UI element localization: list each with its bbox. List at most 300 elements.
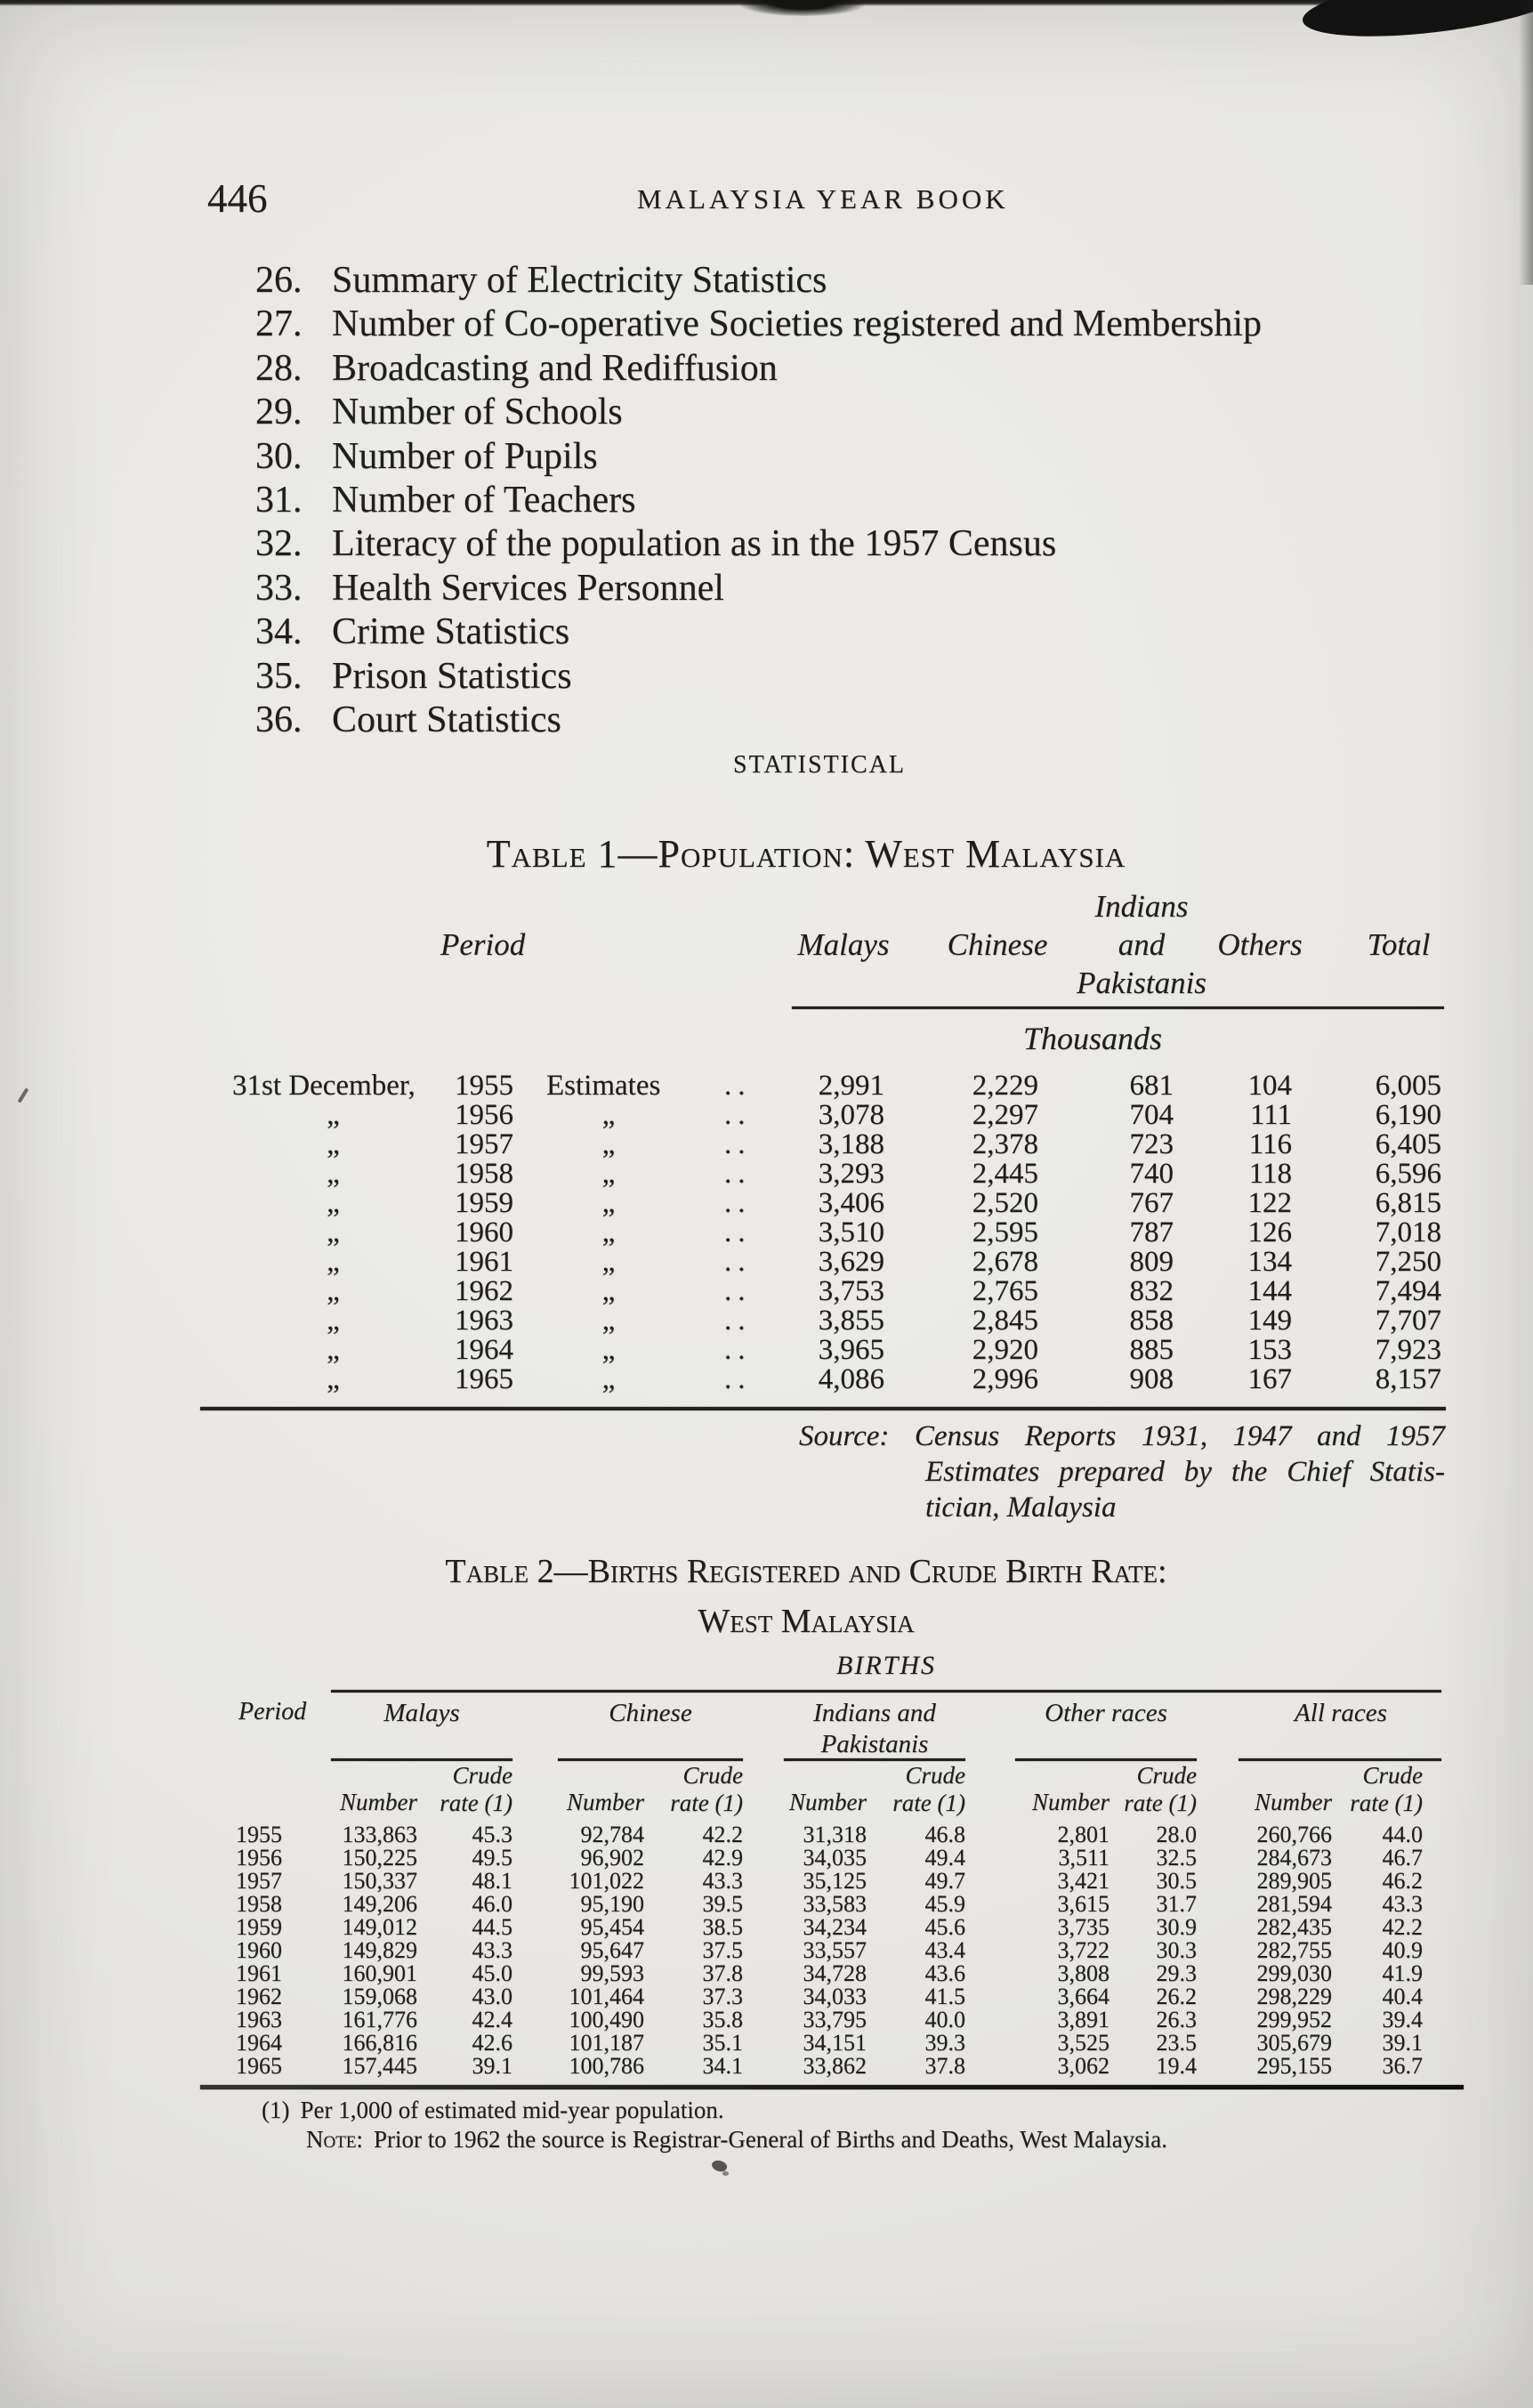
table2-row xyxy=(227,2055,1428,2078)
table1-cell-leader-dots: .. xyxy=(724,1158,752,1190)
table2-row xyxy=(227,1870,1428,1893)
table1-cell-indians: 740 xyxy=(1129,1158,1174,1190)
table1-row xyxy=(232,1129,1451,1159)
table2-group-rule xyxy=(1015,1758,1197,1761)
table2-cell-other-rate: 32.5 xyxy=(1156,1845,1197,1871)
list-item-label: Number of Pupils xyxy=(332,435,598,477)
table1-cell-total: 7,250 xyxy=(1375,1246,1441,1278)
table2-cell-indians-rate: 43.4 xyxy=(924,1937,965,1963)
table2-cell-malays-rate: 44.5 xyxy=(472,1914,512,1940)
table2-cell-chinese-rate: 38.5 xyxy=(702,1914,743,1940)
table2-cell-other-rate: 31.7 xyxy=(1156,1891,1197,1917)
table2-row xyxy=(227,2032,1428,2055)
table1-cell-leader-dots: .. xyxy=(724,1099,752,1131)
table1-cell-total: 6,190 xyxy=(1375,1099,1441,1131)
table1-cell-others: 126 xyxy=(1247,1216,1292,1248)
table1-body xyxy=(232,1071,1451,1394)
table2-cell-malays-rate: 43.3 xyxy=(472,1937,512,1963)
table2-cell-chinese-number: 100,786 xyxy=(569,2053,644,2079)
table2-cell-year: 1965 xyxy=(236,2053,282,2079)
table2-cell-all-number: 289,905 xyxy=(1256,1868,1332,1894)
list-item-number: 31. xyxy=(255,479,303,521)
table1-cell-total: 6,005 xyxy=(1375,1070,1441,1102)
table2-cell-indians-rate: 43.6 xyxy=(924,1960,965,1986)
table2-title-line2: West Malaysia xyxy=(698,1603,915,1640)
table1-cell-malays: 3,188 xyxy=(818,1128,884,1160)
table2-cell-malays-number: 160,901 xyxy=(342,1960,417,1986)
table2-cell-year: 1964 xyxy=(236,2030,282,2056)
table2-cell-all-number: 299,952 xyxy=(1256,2007,1332,2032)
table1-cell-malays: 2,991 xyxy=(818,1070,884,1102)
table1-header-indians-line2: and xyxy=(1117,927,1166,962)
section-heading: STATISTICAL xyxy=(733,751,906,779)
table2-row xyxy=(227,2008,1428,2032)
list-item-number: 35. xyxy=(255,655,303,697)
table1-cell-leader-dots: .. xyxy=(724,1246,752,1278)
table2-cell-chinese-number: 101,464 xyxy=(569,1984,644,2009)
table2-title xyxy=(317,1547,1295,1646)
contents-list-item xyxy=(255,391,1368,434)
table1-header-period: Period xyxy=(440,927,526,962)
contents-list-item xyxy=(255,259,1368,303)
table2-cell-chinese-number: 95,190 xyxy=(580,1891,644,1917)
table2-cell-other-number: 3,062 xyxy=(1057,2053,1109,2079)
list-item-label: Number of Schools xyxy=(332,392,623,433)
table2-subheader-number: Number xyxy=(567,1789,644,1815)
table2-footnote xyxy=(262,2097,724,2124)
table1-cell-year: 1960 xyxy=(455,1216,513,1248)
table2-cell-malays-rate: 48.1 xyxy=(472,1868,512,1894)
table1-cell-malays: 3,753 xyxy=(818,1275,884,1307)
contents-list-item xyxy=(255,610,1368,654)
table2-group-rule xyxy=(558,1758,743,1761)
table2-cell-chinese-number: 100,490 xyxy=(569,2007,644,2032)
table1-cell-others: 149 xyxy=(1247,1305,1292,1337)
contents-list-item xyxy=(255,435,1368,479)
table2-cell-chinese-number: 99,593 xyxy=(580,1960,644,1986)
table2-group-chinese: Chinese xyxy=(609,1699,692,1727)
table2-cell-all-number: 282,435 xyxy=(1256,1914,1332,1940)
table2-cell-all-number: 305,679 xyxy=(1256,2030,1332,2056)
table1-row xyxy=(232,1100,1451,1129)
table2-group-rule xyxy=(784,1758,965,1761)
table1-title: Table 1—Population: West Malaysia xyxy=(486,832,1126,876)
scan-right-edge-shadow xyxy=(1519,0,1533,285)
table2-cell-all-rate: 41.9 xyxy=(1382,1960,1423,1986)
list-item-number: 33. xyxy=(255,567,303,609)
table2-cell-indians-number: 34,728 xyxy=(803,1960,867,1986)
table2-cell-indians-number: 33,583 xyxy=(803,1891,867,1917)
table1-unit-label: Thousands xyxy=(1022,1021,1163,1056)
table2-subheader-crude: Crude xyxy=(452,1762,512,1789)
table2-cell-chinese-rate: 37.8 xyxy=(702,1960,743,1986)
table2-row xyxy=(227,1846,1428,1870)
table1-cell-total: 7,923 xyxy=(1375,1334,1441,1366)
table2-cell-all-rate: 44.0 xyxy=(1382,1822,1423,1847)
table2-row xyxy=(227,1939,1428,1962)
table2-cell-year: 1955 xyxy=(236,1822,282,1847)
table2-cell-chinese-rate: 42.9 xyxy=(702,1845,743,1871)
list-item-number: 26. xyxy=(255,260,303,301)
table1-cell-malays: 3,855 xyxy=(818,1305,884,1337)
table2-row xyxy=(227,1823,1428,1846)
table2-cell-indians-rate: 37.8 xyxy=(924,2053,965,2079)
table1-cell-year: 1956 xyxy=(455,1099,513,1131)
table2-cell-chinese-rate: 37.5 xyxy=(702,1937,743,1963)
table1-cell-date: „ xyxy=(327,1275,340,1307)
running-head-title: MALAYSIA YEAR BOOK xyxy=(637,183,1009,214)
table1-cell-indians: 787 xyxy=(1129,1216,1174,1248)
table1-row xyxy=(232,1305,1451,1335)
list-item-label: Number of Teachers xyxy=(332,479,636,521)
table1-cell-malays: 3,510 xyxy=(818,1216,884,1248)
table1-row xyxy=(232,1276,1451,1305)
scan-corner-shadow-artifact xyxy=(1299,0,1533,48)
table2-cell-other-number: 3,421 xyxy=(1057,1868,1109,1894)
contents-list-item xyxy=(255,655,1368,699)
list-item-label: Court Statistics xyxy=(332,699,561,740)
source-line: Source: Census Reports 1931, 1947 and 1957 xyxy=(799,1420,1445,1452)
table2-subheader-number: Number xyxy=(1032,1789,1109,1815)
table1-header-chinese: Chinese xyxy=(947,927,1048,962)
table1-header-others: Others xyxy=(1217,927,1303,962)
table1-cell-year: 1965 xyxy=(455,1363,513,1395)
table2-cell-chinese-rate: 37.3 xyxy=(702,1984,743,2009)
table2-cell-malays-rate: 39.1 xyxy=(472,2053,512,2079)
table2-cell-chinese-rate: 35.1 xyxy=(702,2030,743,2056)
table1-cell-chinese: 2,920 xyxy=(972,1334,1038,1366)
table1-cell-indians: 885 xyxy=(1129,1334,1174,1366)
table2-row xyxy=(227,1985,1428,2008)
table2-bottom-rule xyxy=(200,2085,1464,2089)
table1-cell-chinese: 2,445 xyxy=(972,1158,1038,1190)
table1-row xyxy=(232,1188,1451,1217)
table2-subheader-rate: rate (1) xyxy=(670,1790,743,1816)
list-item-label: Broadcasting and Rediffusion xyxy=(332,347,778,389)
table2-cell-chinese-rate: 39.5 xyxy=(702,1891,743,1917)
ink-speck xyxy=(722,2171,729,2176)
table2-cell-chinese-number: 95,647 xyxy=(580,1937,644,1963)
table2-cell-indians-rate: 39.3 xyxy=(924,2030,965,2056)
table1-cell-estimates: Estimates xyxy=(546,1070,661,1102)
table1-cell-date: „ xyxy=(327,1187,340,1219)
table2-cell-indians-number: 33,795 xyxy=(803,2007,867,2032)
table1-row xyxy=(232,1364,1451,1394)
table2-births-label: BIRTHS xyxy=(836,1651,936,1680)
table2-cell-indians-number: 31,318 xyxy=(803,1822,867,1847)
table2-cell-other-number: 3,525 xyxy=(1057,2030,1109,2056)
table1-cell-date: „ xyxy=(327,1334,340,1366)
table1-cell-indians: 858 xyxy=(1129,1305,1174,1337)
table1-cell-malays: 3,406 xyxy=(818,1187,884,1219)
table2-cell-malays-rate: 45.0 xyxy=(472,1960,512,1986)
table2-group-malays: Malays xyxy=(383,1699,460,1727)
table2-cell-malays-rate: 43.0 xyxy=(472,1984,512,2009)
list-item-number: 32. xyxy=(255,523,303,565)
table2-cell-indians-rate: 49.4 xyxy=(924,1845,965,1871)
table2-subheader-crude: Crude xyxy=(1362,1762,1423,1789)
table1-cell-chinese: 2,845 xyxy=(972,1305,1038,1337)
table1-cell-estimates: „ xyxy=(601,1128,616,1160)
table2-cell-year: 1961 xyxy=(236,1960,282,1986)
table1-cell-chinese: 2,229 xyxy=(972,1070,1038,1102)
table1-row xyxy=(232,1247,1451,1276)
table1-cell-leader-dots: .. xyxy=(724,1275,752,1307)
table2-cell-indians-rate: 45.6 xyxy=(924,1914,965,1940)
table2-subheader-number: Number xyxy=(1255,1789,1332,1815)
table1-cell-estimates: „ xyxy=(601,1334,616,1366)
table2-cell-all-number: 298,229 xyxy=(1256,1984,1332,2009)
table2-cell-other-rate: 28.0 xyxy=(1156,1822,1197,1847)
table2-cell-malays-rate: 45.3 xyxy=(472,1822,512,1847)
table2-subheader-rate: rate (1) xyxy=(892,1790,965,1816)
table1-cell-total: 6,815 xyxy=(1375,1187,1441,1219)
table2-cell-year: 1963 xyxy=(236,2007,282,2032)
table1-cell-chinese: 2,765 xyxy=(972,1275,1038,1307)
table2-top-rule xyxy=(331,1690,1441,1693)
table2-cell-all-rate: 39.4 xyxy=(1382,2007,1423,2032)
contents-list xyxy=(255,259,1368,742)
table2-cell-other-rate: 30.5 xyxy=(1156,1868,1197,1894)
table1-cell-indians: 908 xyxy=(1129,1363,1174,1395)
table1-cell-indians: 809 xyxy=(1129,1246,1174,1278)
table2-group-other-races: Other races xyxy=(1045,1699,1167,1727)
table2-cell-chinese-rate: 43.3 xyxy=(702,1868,743,1894)
table1-cell-others: 134 xyxy=(1247,1246,1292,1278)
table2-cell-indians-number: 35,125 xyxy=(803,1868,867,1894)
table1-cell-indians: 704 xyxy=(1129,1099,1174,1131)
table2-cell-all-rate: 46.2 xyxy=(1382,1868,1423,1894)
table2-cell-chinese-number: 92,784 xyxy=(580,1822,644,1847)
list-item-number: 36. xyxy=(255,699,303,740)
footnote-text: Per 1,000 of estimated mid-year population. xyxy=(300,2097,724,2123)
table2-cell-malays-number: 149,206 xyxy=(342,1891,417,1917)
table2-cell-other-number: 3,615 xyxy=(1057,1891,1109,1917)
table2-cell-other-number: 3,891 xyxy=(1057,2007,1109,2032)
list-item-label: Prison Statistics xyxy=(332,655,572,697)
table2-cell-chinese-rate: 34.1 xyxy=(702,2053,743,2079)
table2-cell-malays-rate: 42.6 xyxy=(472,2030,512,2056)
table2-cell-malays-number: 150,225 xyxy=(342,1845,417,1871)
table2-cell-year: 1958 xyxy=(236,1891,282,1917)
table1-cell-year: 1955 xyxy=(455,1070,513,1102)
list-item-number: 29. xyxy=(255,392,303,433)
table1-cell-leader-dots: .. xyxy=(724,1305,752,1337)
table1-cell-malays: 3,629 xyxy=(818,1246,884,1278)
table1-cell-leader-dots: .. xyxy=(724,1216,752,1248)
table2-subheader-rate: rate (1) xyxy=(1124,1790,1197,1816)
table2-cell-all-rate: 42.2 xyxy=(1382,1914,1423,1940)
table1-cell-others: 144 xyxy=(1247,1275,1292,1307)
table2-cell-other-rate: 29.3 xyxy=(1156,1960,1197,1986)
table1-cell-indians: 681 xyxy=(1129,1070,1174,1102)
table2-cell-chinese-rate: 35.8 xyxy=(702,2007,743,2032)
table1-cell-year: 1964 xyxy=(455,1334,513,1366)
table2-cell-indians-number: 33,862 xyxy=(803,2053,867,2079)
page-number: 446 xyxy=(207,176,268,221)
table2-cell-chinese-number: 95,454 xyxy=(580,1914,644,1940)
table1-row xyxy=(232,1071,1451,1100)
table2-cell-malays-number: 149,012 xyxy=(342,1914,417,1940)
table2-cell-all-rate: 39.1 xyxy=(1382,2030,1423,2056)
table2-cell-all-number: 282,755 xyxy=(1256,1937,1332,1963)
table1-cell-year: 1961 xyxy=(455,1246,513,1278)
table1-cell-others: 116 xyxy=(1248,1128,1292,1160)
table1-cell-estimates: „ xyxy=(601,1363,616,1395)
table1-cell-others: 153 xyxy=(1247,1334,1292,1366)
list-item-label: Health Services Personnel xyxy=(332,567,724,609)
table1-cell-malays: 3,965 xyxy=(818,1334,884,1366)
table2-cell-malays-number: 159,068 xyxy=(342,1984,417,2009)
table2-cell-all-rate: 46.7 xyxy=(1382,1845,1423,1871)
table1-cell-date: „ xyxy=(327,1216,340,1248)
table1-cell-estimates: „ xyxy=(601,1216,616,1248)
table1-cell-date: „ xyxy=(327,1128,340,1160)
table1-cell-year: 1958 xyxy=(455,1158,513,1190)
contents-list-item xyxy=(255,522,1368,566)
table2-cell-other-number: 3,808 xyxy=(1057,1960,1109,1986)
table2-cell-year: 1957 xyxy=(236,1868,282,1894)
table1-cell-others: 118 xyxy=(1248,1158,1292,1190)
table2-cell-all-number: 284,673 xyxy=(1256,1845,1332,1871)
table1-row xyxy=(232,1159,1451,1188)
table1-cell-chinese: 2,378 xyxy=(972,1128,1038,1160)
table2-cell-chinese-number: 101,187 xyxy=(569,2030,644,2056)
table2-cell-indians-number: 34,033 xyxy=(803,1984,867,2009)
table1-row xyxy=(232,1217,1451,1247)
table1-cell-date: „ xyxy=(327,1305,340,1337)
table1-cell-year: 1959 xyxy=(455,1187,513,1219)
table1-cell-total: 6,596 xyxy=(1375,1158,1441,1190)
table2-cell-all-rate: 40.9 xyxy=(1382,1937,1423,1963)
table2-cell-all-number: 299,030 xyxy=(1256,1960,1332,1986)
table2-cell-other-number: 3,722 xyxy=(1057,1937,1109,1963)
table1-cell-total: 7,494 xyxy=(1375,1275,1441,1307)
table2-cell-other-number: 2,801 xyxy=(1057,1822,1109,1847)
table2-cell-all-rate: 43.3 xyxy=(1382,1891,1423,1917)
table1-cell-others: 111 xyxy=(1249,1099,1292,1131)
list-item-number: 30. xyxy=(255,435,303,477)
list-item-number: 27. xyxy=(255,303,303,345)
table2-cell-indians-number: 34,035 xyxy=(803,1845,867,1871)
table1-cell-others: 122 xyxy=(1247,1187,1292,1219)
table2-cell-all-number: 295,155 xyxy=(1256,2053,1332,2079)
table1-cell-estimates: „ xyxy=(601,1187,616,1219)
table1-header-indians-pakistanis xyxy=(1077,887,1206,1002)
list-item-number: 34. xyxy=(255,611,303,653)
table2-header-period: Period xyxy=(238,1698,307,1725)
table2-cell-malays-number: 157,445 xyxy=(342,2053,417,2079)
table1-cell-total: 6,405 xyxy=(1375,1128,1441,1160)
table1-cell-estimates: „ xyxy=(601,1305,616,1337)
table2-cell-indians-number: 33,557 xyxy=(803,1937,867,1963)
table2-cell-indians-number: 34,234 xyxy=(803,1914,867,1940)
table2-subheader-rate: rate (1) xyxy=(1350,1790,1423,1816)
table2-group-all-races: All races xyxy=(1295,1699,1387,1727)
table2-group-rule xyxy=(1239,1758,1441,1761)
table2-cell-indians-rate: 45.9 xyxy=(924,1891,965,1917)
table2-row xyxy=(227,1962,1428,1985)
table1-row xyxy=(232,1335,1451,1364)
table1-cell-indians: 832 xyxy=(1129,1275,1174,1307)
scan-smudge-artifact xyxy=(740,0,865,16)
table1-cell-malays: 3,078 xyxy=(818,1099,884,1131)
source-line: Estimates prepared by the Chief Statis- xyxy=(925,1456,1445,1488)
table2-cell-all-number: 260,766 xyxy=(1256,1822,1332,1847)
source-line: tician, Malaysia xyxy=(925,1491,1117,1523)
table1-cell-total: 7,018 xyxy=(1375,1216,1441,1248)
table1-cell-chinese: 2,996 xyxy=(972,1363,1038,1395)
table2-cell-malays-rate: 49.5 xyxy=(472,1845,512,1871)
contents-list-item xyxy=(255,699,1368,742)
table2-cell-chinese-number: 101,022 xyxy=(569,1868,644,1894)
table1-cell-leader-dots: .. xyxy=(724,1334,752,1366)
table1-cell-leader-dots: .. xyxy=(724,1128,752,1160)
table1-source-note xyxy=(799,1418,1445,1525)
table2-title-line1: Table 2—Births Registered and Crude Birth Rate: xyxy=(445,1553,1167,1590)
table1-bottom-rule xyxy=(200,1407,1446,1410)
table1-header-malays: Malays xyxy=(797,927,890,962)
table1-cell-others: 104 xyxy=(1247,1070,1292,1102)
table2-cell-indians-rate: 41.5 xyxy=(924,1984,965,2009)
table1-cell-date: „ xyxy=(327,1158,340,1190)
table1-cell-total: 7,707 xyxy=(1375,1305,1441,1337)
table1-cell-date: „ xyxy=(327,1099,340,1131)
scan-margin-mark xyxy=(18,1087,29,1103)
table2-cell-all-rate: 36.7 xyxy=(1382,2053,1423,2079)
table2-cell-malays-number: 166,816 xyxy=(342,2030,417,2056)
table1-header-rule xyxy=(792,1006,1444,1009)
note-label: Note: xyxy=(306,2126,363,2153)
table1-cell-chinese: 2,520 xyxy=(972,1187,1038,1219)
table2-subheader-crude: Crude xyxy=(682,1762,743,1789)
table1-cell-indians: 723 xyxy=(1129,1128,1174,1160)
table2-subheader-crude: Crude xyxy=(1136,1762,1197,1789)
table2-subheader-number: Number xyxy=(789,1789,867,1815)
table1-cell-chinese: 2,595 xyxy=(972,1216,1038,1248)
table1-cell-date: 31st December, xyxy=(232,1070,416,1102)
table1-cell-leader-dots: .. xyxy=(724,1187,752,1219)
table2-cell-other-rate: 19.4 xyxy=(1156,2053,1197,2079)
table2-cell-other-number: 3,664 xyxy=(1057,1984,1109,2009)
table2-group-rule xyxy=(331,1758,512,1761)
list-item-number: 28. xyxy=(255,347,303,389)
table1-cell-others: 167 xyxy=(1247,1363,1292,1395)
table2-cell-other-number: 3,735 xyxy=(1057,1914,1109,1940)
table2-cell-year: 1962 xyxy=(236,1984,282,2009)
table1-cell-leader-dots: .. xyxy=(724,1363,752,1395)
table1-cell-date: „ xyxy=(327,1363,340,1395)
table2-cell-other-rate: 30.3 xyxy=(1156,1937,1197,1963)
table2-cell-other-number: 3,511 xyxy=(1058,1845,1109,1871)
table1-cell-estimates: „ xyxy=(601,1099,616,1131)
table2-group-indians-line1: Indians and xyxy=(813,1699,936,1727)
table1-cell-indians: 767 xyxy=(1129,1187,1174,1219)
table2-note xyxy=(306,2126,1167,2153)
table1-cell-estimates: „ xyxy=(601,1246,616,1278)
table2-cell-malays-number: 133,863 xyxy=(342,1822,417,1847)
note-text: Prior to 1962 the source is Registrar-General of Births and Deaths, West Malaysia. xyxy=(373,2126,1168,2153)
table1-cell-malays: 3,293 xyxy=(818,1158,884,1190)
table2-cell-other-rate: 26.3 xyxy=(1156,2007,1197,2032)
list-item-label: Summary of Electricity Statistics xyxy=(332,260,827,301)
table1-cell-estimates: „ xyxy=(601,1275,616,1307)
table1-cell-year: 1963 xyxy=(455,1305,513,1337)
table1-header-indians-line1: Indians xyxy=(1094,889,1189,924)
list-item-label: Number of Co-operative Societies registered and Membership xyxy=(332,303,1263,345)
table2-group-indians-line2: Pakistanis xyxy=(820,1730,929,1758)
table2-row xyxy=(227,1893,1428,1916)
